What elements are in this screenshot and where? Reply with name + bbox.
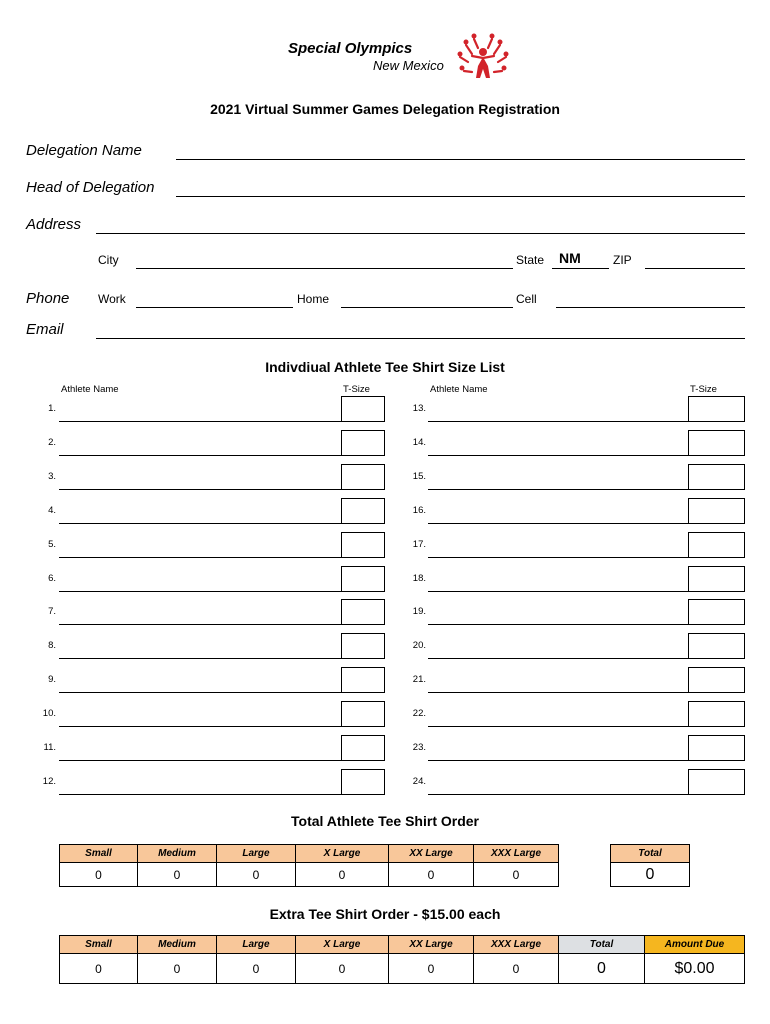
extra-size-count[interactable]: 0 <box>217 954 296 984</box>
athlete-name-field[interactable] <box>428 624 688 625</box>
tsize-box[interactable] <box>688 498 745 524</box>
delegation-name-label: Delegation Name <box>26 142 142 159</box>
amount-due-value: $0.00 <box>645 954 745 984</box>
total-header: Total <box>611 845 690 863</box>
athlete-row-number: 13. <box>412 403 426 414</box>
tsize-box[interactable] <box>688 667 745 693</box>
athlete-name-field[interactable] <box>428 489 688 490</box>
zip-field[interactable] <box>645 268 745 269</box>
size-header: X Large <box>296 936 389 954</box>
tsize-box[interactable] <box>688 532 745 558</box>
size-header: X Large <box>296 845 389 863</box>
tsize-box[interactable] <box>341 430 385 456</box>
athlete-row-number: 7. <box>48 606 56 617</box>
tsize-box[interactable] <box>341 769 385 795</box>
athlete-name-header-left: Athlete Name <box>61 384 119 395</box>
athlete-name-field[interactable] <box>59 760 341 761</box>
athlete-name-field[interactable] <box>428 421 688 422</box>
athlete-name-field[interactable] <box>59 421 341 422</box>
athlete-name-field[interactable] <box>428 794 688 795</box>
cell-label: Cell <box>516 292 537 306</box>
tsize-box[interactable] <box>688 599 745 625</box>
size-count[interactable]: 0 <box>389 863 474 887</box>
athlete-row-number: 2. <box>48 437 56 448</box>
work-label: Work <box>98 292 126 306</box>
athlete-name-field[interactable] <box>428 658 688 659</box>
state-value[interactable]: NM <box>559 250 581 266</box>
size-header: XXX Large <box>474 936 559 954</box>
athlete-row-number: 8. <box>48 640 56 651</box>
size-header: Small <box>60 845 138 863</box>
logo-subtitle: New Mexico <box>373 58 444 73</box>
tsize-box[interactable] <box>341 396 385 422</box>
zip-label: ZIP <box>613 253 632 267</box>
total-order-table <box>59 844 559 887</box>
athlete-row-number: 23. <box>412 742 426 753</box>
athlete-name-field[interactable] <box>59 523 341 524</box>
extra-size-count[interactable]: 0 <box>60 954 138 984</box>
home-phone-field[interactable] <box>341 307 513 308</box>
extra-size-count[interactable]: 0 <box>138 954 217 984</box>
athlete-row-number: 12. <box>42 776 56 787</box>
athlete-name-field[interactable] <box>428 591 688 592</box>
state-label: State <box>516 253 545 267</box>
size-count[interactable]: 0 <box>60 863 138 887</box>
athlete-row-number: 4. <box>48 505 56 516</box>
athlete-row-number: 15. <box>412 471 426 482</box>
head-of-delegation-label: Head of Delegation <box>26 179 155 196</box>
extra-size-count[interactable]: 0 <box>389 954 474 984</box>
tsize-box[interactable] <box>688 566 745 592</box>
extra-order-title: Extra Tee Shirt Order - $15.00 each <box>269 906 501 922</box>
athlete-name-field[interactable] <box>59 591 341 592</box>
size-header: XXX Large <box>474 845 559 863</box>
extra-total-header: Total <box>559 936 645 954</box>
athlete-name-field[interactable] <box>59 557 341 558</box>
athlete-row-number: 18. <box>412 573 426 584</box>
extra-order-table <box>59 935 745 984</box>
athlete-list-title: Indivdiual Athlete Tee Shirt Size List <box>265 359 505 375</box>
athlete-name-field[interactable] <box>59 658 341 659</box>
size-header: Medium <box>138 845 217 863</box>
extra-total-value: 0 <box>559 954 645 984</box>
athlete-name-field[interactable] <box>59 489 341 490</box>
tsize-box[interactable] <box>341 566 385 592</box>
total-order-title: Total Athlete Tee Shirt Order <box>291 813 479 829</box>
athlete-name-header-right: Athlete Name <box>430 384 488 395</box>
athlete-name-field[interactable] <box>428 726 688 727</box>
athlete-row-number: 24. <box>412 776 426 787</box>
athlete-row-number: 22. <box>412 708 426 719</box>
athlete-row-number: 6. <box>48 573 56 584</box>
size-count[interactable]: 0 <box>138 863 217 887</box>
size-header: Small <box>60 936 138 954</box>
tsize-box[interactable] <box>688 735 745 761</box>
tsize-box[interactable] <box>341 599 385 625</box>
address-label: Address <box>26 216 82 233</box>
athlete-row-number: 19. <box>412 606 426 617</box>
phone-label: Phone <box>26 290 70 307</box>
special-olympics-figure-icon <box>454 32 512 82</box>
tsize-box[interactable] <box>341 498 385 524</box>
athlete-name-field[interactable] <box>59 455 341 456</box>
tsize-box[interactable] <box>341 701 385 727</box>
address-field[interactable] <box>96 233 745 234</box>
athlete-name-field[interactable] <box>428 760 688 761</box>
athlete-name-field[interactable] <box>428 557 688 558</box>
tsize-box[interactable] <box>688 633 745 659</box>
logo-wordmark: Special Olympics <box>288 40 413 57</box>
city-label: City <box>98 253 119 267</box>
work-phone-field[interactable] <box>136 307 293 308</box>
athlete-row-number: 16. <box>412 505 426 516</box>
tsize-header-left: T-Size <box>343 384 370 395</box>
tsize-box[interactable] <box>341 464 385 490</box>
size-count[interactable]: 0 <box>296 863 389 887</box>
logo <box>280 32 520 82</box>
extra-size-count[interactable]: 0 <box>474 954 559 984</box>
delegation-name-field[interactable] <box>176 159 745 160</box>
tsize-box[interactable] <box>341 633 385 659</box>
athlete-name-field[interactable] <box>59 692 341 693</box>
tsize-box[interactable] <box>688 396 745 422</box>
email-field[interactable] <box>96 338 745 339</box>
athlete-row-number: 9. <box>48 674 56 685</box>
athlete-row-number: 21. <box>412 674 426 685</box>
amount-due-header: Amount Due <box>645 936 745 954</box>
email-label: Email <box>26 321 64 338</box>
athlete-name-field[interactable] <box>428 455 688 456</box>
tsize-box[interactable] <box>341 667 385 693</box>
home-label: Home <box>297 292 330 306</box>
page-title: 2021 Virtual Summer Games Delegation Registration <box>210 101 560 117</box>
athlete-name-field[interactable] <box>59 726 341 727</box>
total-value: 0 <box>611 863 690 887</box>
tsize-box[interactable] <box>688 701 745 727</box>
head-of-delegation-field[interactable] <box>176 196 745 197</box>
cell-phone-field[interactable] <box>556 307 745 308</box>
athlete-row-number: 11. <box>43 742 56 753</box>
athlete-row-number: 14. <box>412 437 426 448</box>
athlete-name-field[interactable] <box>428 523 688 524</box>
tsize-box[interactable] <box>688 464 745 490</box>
athlete-row-number: 5. <box>48 539 56 550</box>
size-header: Medium <box>138 936 217 954</box>
tsize-header-right: T-Size <box>690 384 717 395</box>
size-header: XX Large <box>389 936 474 954</box>
size-header: XX Large <box>389 845 474 863</box>
athlete-name-field[interactable] <box>59 794 341 795</box>
size-count[interactable]: 0 <box>217 863 296 887</box>
total-order-total-table <box>610 844 690 887</box>
tsize-box[interactable] <box>688 430 745 456</box>
athlete-row-number: 10. <box>42 708 56 719</box>
size-count[interactable]: 0 <box>474 863 559 887</box>
athlete-row-number: 3. <box>48 471 56 482</box>
size-header: Large <box>217 845 296 863</box>
athlete-name-field[interactable] <box>59 624 341 625</box>
athlete-name-field[interactable] <box>428 692 688 693</box>
state-field[interactable] <box>552 268 609 269</box>
tsize-box[interactable] <box>341 735 385 761</box>
size-header: Large <box>217 936 296 954</box>
tsize-box[interactable] <box>688 769 745 795</box>
athlete-row-number: 17. <box>412 539 426 550</box>
athlete-row-number: 1. <box>48 403 56 414</box>
tsize-box[interactable] <box>341 532 385 558</box>
athlete-row-number: 20. <box>412 640 426 651</box>
city-field[interactable] <box>136 268 513 269</box>
extra-size-count[interactable]: 0 <box>296 954 389 984</box>
